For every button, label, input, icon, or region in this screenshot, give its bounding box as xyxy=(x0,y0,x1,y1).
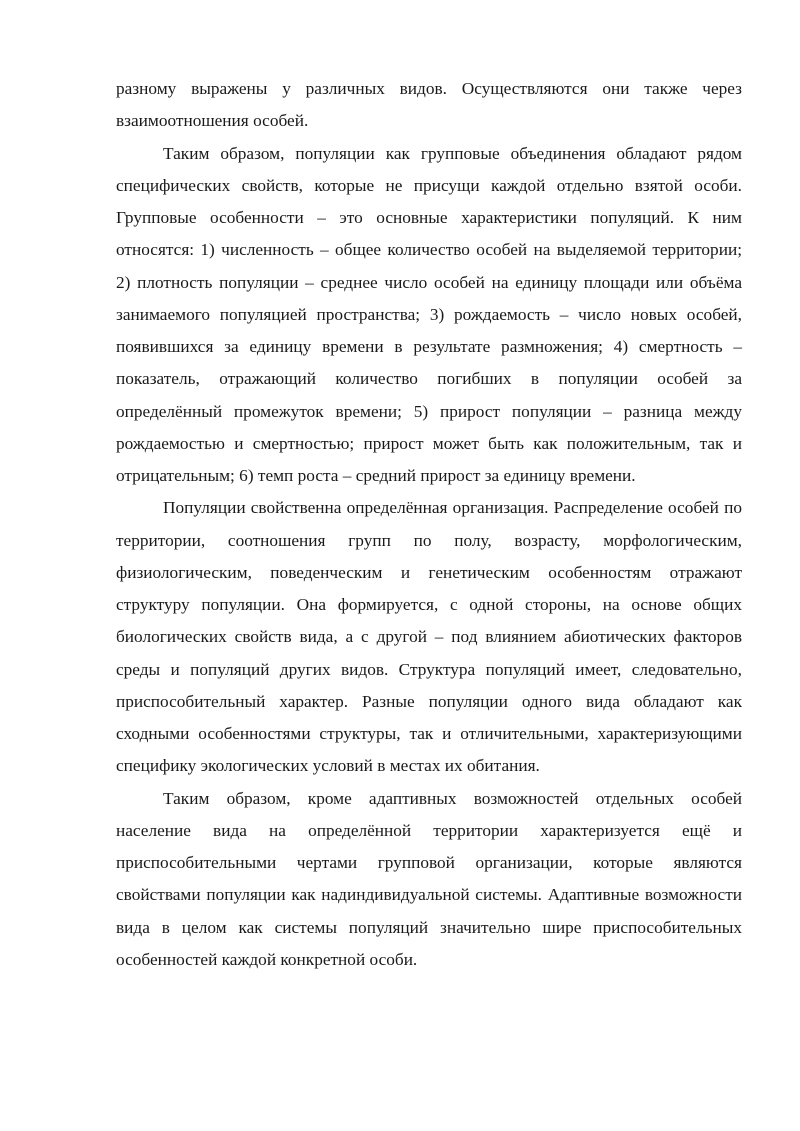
paragraph-3: Популяции свойственна определённая организация. Распределение особей по территории, соотношения групп по полу, возрасту, морфологическим, физиологическим, поведенческим и генетическим особенностям отражают структуру популяции. Она формируется, с одной стороны, на основе общих биологических свойств вида, а с другой – под влиянием абиотических факторов среды и популяций других видов. Структура популяций имеет, следовательно, приспособительный характер. Разные популяции одного вида обладают как сходными особенностями структуры, так и отличительными, характеризующими специфику экологических условий в местах их обитания. xyxy=(116,498,742,776)
document-body xyxy=(116,73,742,976)
paragraph-4: Таким образом, кроме адаптивных возможностей отдельных особей население вида на определённой территории характеризуется ещё и приспособительными чертами групповой организации, которые являются свойствами популяции как надиндивидуальной системы. Адаптивные возможности вида в целом как системы популяций значительно шире приспособительных особенностей каждой конкретной особи. xyxy=(116,788,742,969)
paragraph-1: разному выражены у различных видов. Осуществляются они также через взаимоотношения особей. xyxy=(116,79,742,131)
paragraph-2: Таким образом, популяции как групповые объединения обладают рядом специфических свойств, которые не присущи каждой отдельно взятой особи. Групповые особенности – это основные характеристики популяций. К ним относятся: 1) численность – общее количество особей на выделяемой территории; 2) плотность популяции – среднее число особей на единицу площади или объёма занимаемого популяцией пространства; 3) рождаемость – число новых особей, появившихся за единицу времени в результате размножения; 4) смертность – показатель, отражающий количество погибших в популяции особей за определённый промежуток времени; 5) прирост популяции – разница между рождаемостью и смертностью; прирост может быть как положительным, так и отрицательным; 6) темп роста – средний прирост за единицу времени. xyxy=(116,143,742,485)
